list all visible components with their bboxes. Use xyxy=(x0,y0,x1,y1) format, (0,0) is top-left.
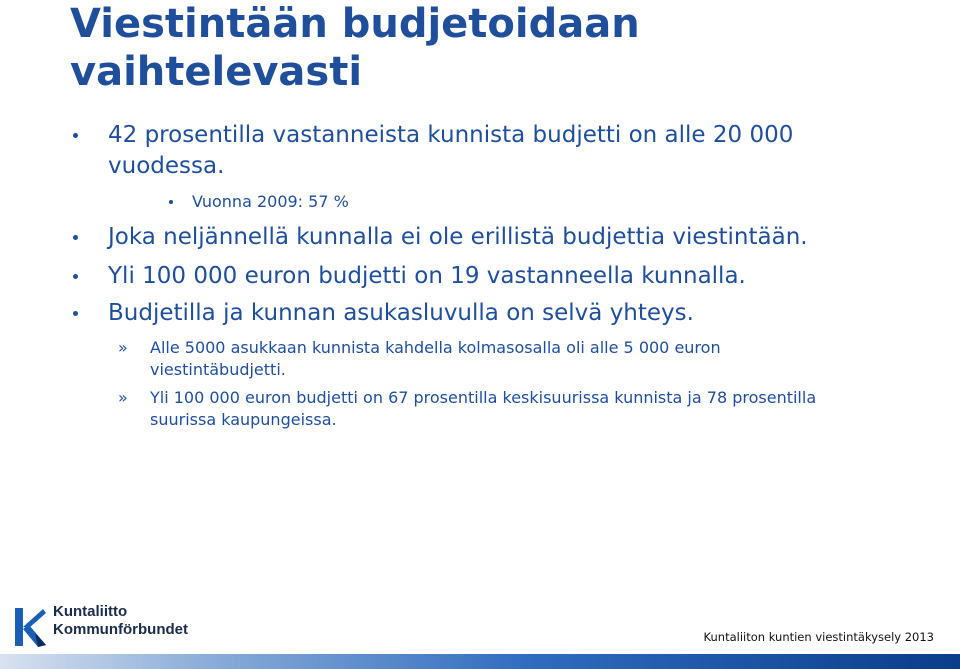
bullet-text: Vuonna 2009: 57 % xyxy=(192,192,349,211)
bullet-text: Joka neljännellä kunnalla ei ole erillistä budjettia viestintään. xyxy=(108,224,808,250)
logo-line-2: Kommunförbundet xyxy=(53,621,188,638)
bullet-text: Budjetilla ja kunnan asukasluvulla on selvä yhteys. xyxy=(108,300,694,326)
chevron-right-icon: » xyxy=(118,338,128,357)
bullet-item xyxy=(0,261,948,292)
bullet-item xyxy=(0,222,808,253)
bullet-text: 42 prosentilla vastanneista kunnista budjetti on alle 20 000 vuodessa. xyxy=(108,122,794,179)
logo-line-1: Kuntaliitto xyxy=(53,603,128,620)
bullet-item xyxy=(0,298,948,329)
bullet-text: Yli 100 000 euron budjetti on 19 vastanneella kunnalla. xyxy=(108,263,746,289)
sub-sub-bullet-item xyxy=(0,337,850,381)
bullet-list xyxy=(0,120,960,431)
kuntaliitto-k-icon xyxy=(13,605,47,649)
bullet-dot-icon xyxy=(169,200,173,204)
chevron-right-icon: » xyxy=(118,388,128,407)
bullet-dot-icon xyxy=(73,133,78,138)
kuntaliitto-logo xyxy=(13,603,193,653)
bullet-dot-icon xyxy=(73,274,78,279)
bottom-gradient-bar xyxy=(0,654,960,669)
bullet-dot-icon xyxy=(73,311,78,316)
sub-sub-bullet-item xyxy=(0,387,850,431)
bullet-text: Yli 100 000 euron budjetti on 67 prosentilla keskisuurissa kunnista ja 78 prosentilla suurissa kaupungeissa. xyxy=(150,388,817,429)
bullet-item xyxy=(0,120,808,182)
footer-source: Kuntaliiton kuntien viestintäkysely 2013 xyxy=(703,630,934,644)
slide-title: Viestintään budjetoidaan vaihtelevasti xyxy=(70,1,640,95)
bullet-dot-icon xyxy=(73,235,78,240)
sub-bullet-item xyxy=(0,190,960,214)
logo-wordmark xyxy=(53,603,188,639)
bullet-text: Alle 5000 asukkaan kunnista kahdella kolmasosalla oli alle 5 000 euron viestintäbudjetti. xyxy=(150,338,721,379)
